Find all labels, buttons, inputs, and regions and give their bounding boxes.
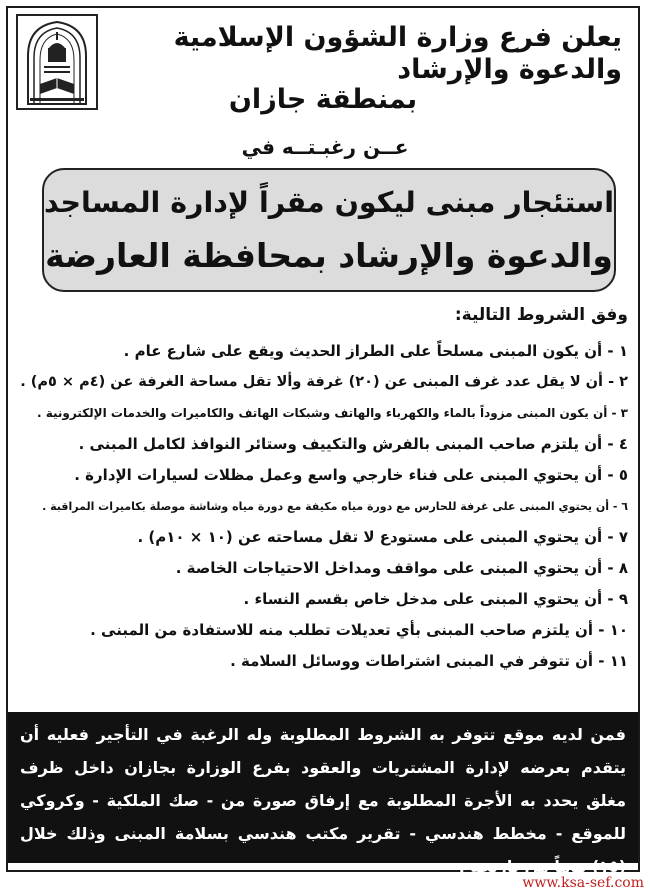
condition-item: ٣ - أن يكون المبنى مزوداً بالماء والكهرباء والهاتف وشبكات الهاتف والكاميرات والخدمات الإلكترونية . bbox=[36, 406, 628, 420]
condition-item: ١ - أن يكون المبنى مسلحاً على الطراز الحديث ويقع على شارع عام . bbox=[123, 342, 628, 360]
condition-item: ٤ - أن يلتزم صاحب المبنى بالفرش والتكييف وستائر النوافذ لكامل المبنى . bbox=[78, 435, 628, 453]
condition-item: ٧ - أن يحتوي المبنى على مستودع لا تقل مساحته عن (١٠ × ١٠م) . bbox=[137, 528, 628, 546]
condition-item: ٦ - أن يحتوي المبنى على غرفة للحارس مع دورة مياه مكيفة مع دورة مياه وشاشة موصلة بكاميرات المراقبة . bbox=[42, 500, 628, 513]
intro-text: عــن رغبـتــه في bbox=[241, 135, 409, 159]
condition-item: ٥ - أن يحتوي المبنى على فناء خارجي واسع وعمل مظلات لسيارات الإدارة . bbox=[74, 466, 628, 484]
header-line-1: يعلن فرع وزارة الشؤون الإسلامية والدعوة والإرشاد bbox=[173, 22, 622, 85]
condition-item: ١١ - أن تتوفر في المبنى اشتراطات ووسائل السلامة . bbox=[230, 652, 628, 670]
condition-item: ٨ - أن يحتوي المبنى على مواقف ومداخل الاحتياجات الخاصة . bbox=[175, 559, 628, 577]
conditions-list bbox=[18, 336, 628, 677]
header bbox=[8, 8, 638, 120]
condition-item: ١٠ - أن يلتزم صاحب المبنى بأي تعديلات تطلب منه للاستفادة من المبنى . bbox=[90, 621, 628, 639]
header-line-2: بمنطقة جازان bbox=[228, 84, 418, 115]
title-box bbox=[42, 168, 616, 292]
footer-notice: فمن لديه موقع تتوفر به الشروط المطلوبة وله الرغبة في التأجير فعليه أن يتقدم بعرضه لإدارة المشتريات والعقود بفرع الوزارة بجازان داخل ظرف مغلق يحدد به الأجرة المطلوبة مع إرفاق صورة من - صك الملكية - وكروكي للموقع - مخطط هندسي - تقرير مكتب هندسي بسلامة المبنى وذلك خلال (١٥) يوماً من تاريخه . bbox=[8, 712, 638, 863]
title-line-2: والدعوة والإرشاد بمحافظة العارضة bbox=[45, 236, 613, 275]
conditions-heading: وفق الشروط التالية: bbox=[454, 305, 628, 325]
title-line-1: استئجار مبنى ليكون مقراً لإدارة المساجد bbox=[44, 186, 614, 219]
watermark-link[interactable]: www.ksa-sef.com bbox=[522, 875, 644, 891]
condition-item: ٢ - أن لا يقل عدد غرف المبنى عن (٢٠) غرفة وألا تقل مساحة الغرفة عن (٤م × ٥م) . bbox=[20, 374, 628, 390]
condition-item: ٩ - أن يحتوي المبنى على مدخل خاص بقسم النساء . bbox=[243, 590, 628, 608]
